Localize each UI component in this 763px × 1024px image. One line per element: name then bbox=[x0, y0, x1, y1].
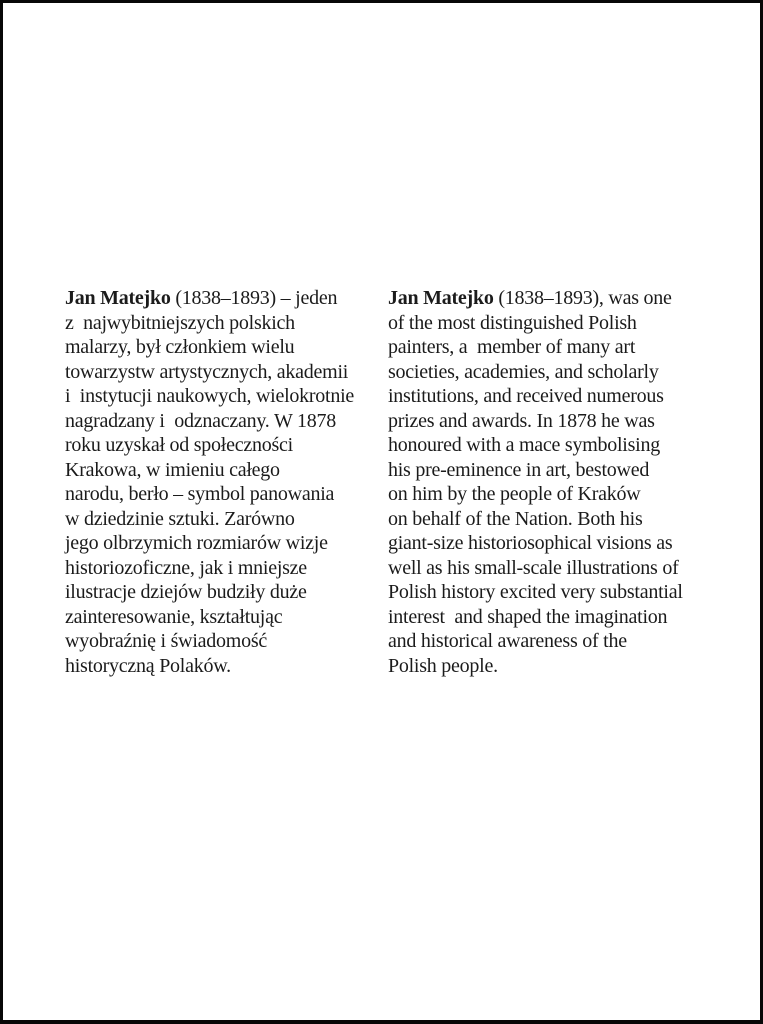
text-line: of the most distinguished Polish bbox=[388, 311, 637, 334]
polish-first-line-rest: (1838–1893) – jeden bbox=[170, 287, 338, 309]
text-line: well as his small-scale illustrations of bbox=[388, 556, 679, 579]
text-line: wyobraźnię i świadomość bbox=[65, 630, 267, 652]
english-first-line bbox=[388, 286, 706, 311]
text-line: his pre-eminence in art, bestowed bbox=[388, 458, 650, 481]
english-text-column bbox=[388, 286, 706, 678]
text-line: on behalf of the Nation. Both his bbox=[388, 507, 643, 530]
text-line: honoured with a mace symbolising bbox=[388, 434, 660, 456]
text-line: and historical awareness of the bbox=[388, 630, 627, 652]
text-line: z najwybitniejszych polskich bbox=[65, 311, 295, 334]
text-line: prizes and awards. In 1878 he was bbox=[388, 409, 655, 432]
text-line: towarzystw artystycznych, akademii bbox=[65, 360, 349, 383]
text-line: painters, a member of many art bbox=[388, 336, 636, 358]
text-line: historiozoficzne, jak i mniejsze bbox=[65, 556, 307, 579]
english-first-line-rest: (1838–1893), was one bbox=[493, 287, 672, 309]
text-line: nagradzany i odznaczany. W 1878 bbox=[65, 409, 336, 432]
text-line: giant-size historiosophical visions as bbox=[388, 532, 673, 554]
text-line: narodu, berło – symbol panowania bbox=[65, 483, 335, 505]
text-line: societies, academies, and scholarly bbox=[388, 360, 659, 383]
text-line: historyczną Polaków. bbox=[65, 654, 231, 677]
text-line: on him by the people of Kraków bbox=[388, 483, 641, 505]
english-person-name: Jan Matejko bbox=[388, 287, 494, 309]
text-line: i instytucji naukowych, wielokrotnie bbox=[65, 385, 355, 407]
text-line: jego olbrzymich rozmiarów wizje bbox=[65, 532, 328, 554]
polish-person-name: Jan Matejko bbox=[65, 287, 171, 309]
text-line: ilustracje dziejów budziły duże bbox=[65, 581, 307, 603]
polish-text-column bbox=[65, 286, 383, 678]
polish-first-line bbox=[65, 286, 383, 311]
text-line: malarzy, był członkiem wielu bbox=[65, 336, 295, 358]
text-line: zainteresowanie, kształtując bbox=[65, 605, 283, 628]
text-line: interest and shaped the imagination bbox=[388, 605, 668, 628]
english-body-lines bbox=[388, 311, 706, 679]
text-line: roku uzyskał od społeczności bbox=[65, 434, 293, 456]
polish-body-lines bbox=[65, 311, 383, 679]
text-line: Polish people. bbox=[388, 654, 498, 677]
text-line: w dziedzinie sztuki. Zarówno bbox=[65, 507, 295, 530]
text-line: Krakowa, w imieniu całego bbox=[65, 458, 280, 481]
text-line: institutions, and received numerous bbox=[388, 385, 664, 407]
text-line: Polish history excited very substantial bbox=[388, 581, 683, 603]
